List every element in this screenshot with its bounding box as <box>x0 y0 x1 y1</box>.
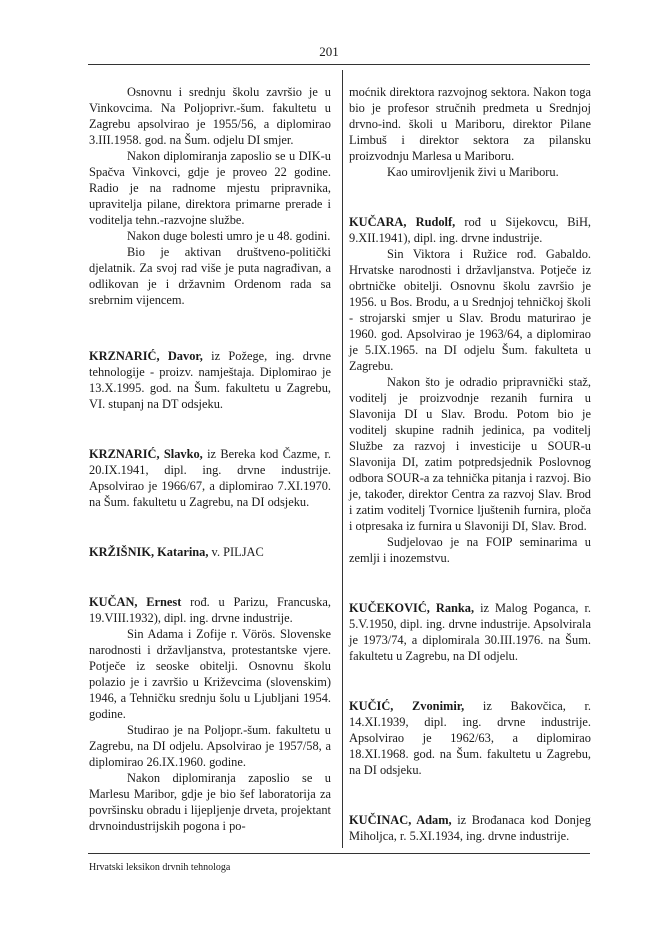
entry-spacer <box>89 308 331 348</box>
entry-name: KRZNARIĆ, Davor, <box>89 349 203 363</box>
entry-spacer <box>349 566 591 600</box>
paragraph: Bio je aktivan društveno-politički djelatnik. Za svoj rad više je puta nagrađivan, a odlikovan je i državnim Ordenom rada sa srebrnim vijencem. <box>89 245 331 307</box>
lexicon-entry-heading <box>89 446 331 510</box>
entry-spacer <box>349 664 591 698</box>
column-divider <box>342 70 343 848</box>
entry-spacer <box>349 778 591 812</box>
entry-text: iz Brođanaca kod Donjeg Miholjca, r. 5.XI.1934, ing. drvne industrije. <box>349 813 591 843</box>
paragraph: Nakon diplomiranja zaposlio se u DIK-u Spačva Vinkovci, gdje je proveo 22 godine. Radio je na radnome mjestu pripravnika, upravitelja pilane, direktora primarne prerade i voditelja tehn.-razvojne službe. <box>89 149 331 227</box>
footer-rule <box>88 853 590 854</box>
entry-name: KRZNARIĆ, Slavko, <box>89 447 203 461</box>
paragraph: Sin Viktora i Ružice rođ. Gabaldo. Hrvatske narodnosti i državljanstva. Potječe iz obrtničke obitelji. Osnovnu školu završio je 1956. u Bos. Brodu, a u Srednjoj tehničkoj školi - strojarski smjer u Slav. Brodu maturirao je 1960. god. Apsolvirao je 1963/64, a diplomirao je 5.IX.1965. na DI odjelu Šum. fakulteta u Zagrebu. <box>349 247 591 373</box>
lexicon-entry-heading <box>349 84 591 164</box>
paragraph: Nakon što je odradio pripravnički staž, voditelj je proizvodnje rezanih furnira u Slavonija DI u Slav. Brodu. Potom bio je voditelj skupine radnih jedinica, pa voditelj Službe za razvoj i investicije u SOUR-u Slavonija DI, zatim potpredsjednik Poslovnog odbora SOUR-a za tehnička pitanja i razvoj. Bio je, također, direktor Centra za razvoj Slav. Brod i zatim voditelj Tvornice ljuštenih furnira, ploča i otpresaka iz furnira u Slavoniji DI, Slav. Brod. <box>349 375 591 533</box>
entry-spacer <box>89 510 331 544</box>
paragraph: Sudjelovao je na FOIP seminarima u zemlji i inozemstvu. <box>349 535 591 565</box>
paragraph: Sin Adama i Zofije r. Vörös. Slovenske narodnosti i državljanstva, protestantske vjere. Potječe iz seoske obitelji. Osnovnu školu polazio je i završio u Križevcima (slovenskim) 1946, a Tehničku srednju šolu u Ljubljani 1954. godine. <box>89 627 331 721</box>
footer-title: Hrvatski leksikon drvnih tehnologa <box>89 862 231 873</box>
right-column <box>349 84 591 844</box>
entry-name: KUČIĆ, Zvonimir, <box>349 699 465 713</box>
paragraph: Nakon diplomiranja zaposlio se u Marlesu Maribor, gdje je bio šef laboratorija za površinsku obradu i lijepljenje drveta, projektant drvnoindustrijskih pogona i po- <box>89 771 331 833</box>
lexicon-entry-heading <box>89 348 331 412</box>
entry-text: moćnik direktora razvojnog sektora. Nakon toga bio je profesor stručnih predmeta u Srednjoj drvno-ind. školi u Mariboru, direktor Pilane Limbuš i direktor sektora za pilansku proizvodnju Marlesa u Mariboru. <box>349 85 591 163</box>
entry-name: KUČINAC, Adam, <box>349 813 452 827</box>
entry-name: KUČAN, Ernest <box>89 595 182 609</box>
header-rule <box>88 64 590 65</box>
lexicon-entry-heading <box>89 594 331 626</box>
paragraph: Osnovnu i srednju školu završio je u Vinkovcima. Na Poljoprivr.-šum. fakultetu u Zagrebu apsolvirao je 1955/56, a diplomirao 3.III.1958. god. na Šum. odjelu DI smjer. <box>89 85 331 147</box>
paragraph: Studirao je na Poljopr.-šum. fakultetu u Zagrebu, na DI odjelu. Apsolvirao je 1957/58, a diplomirao 26.IX.1960. godine. <box>89 723 331 769</box>
entry-spacer <box>349 180 591 214</box>
lexicon-entry-heading <box>349 698 591 778</box>
entry-text: rođ u Sijekovcu, BiH, 9.XII.1941), dipl. ing. drvne industrije. <box>349 215 591 245</box>
entry-text: iz Malog Poganca, r. 5.V.1950, dipl. ing. drvne industrije. Apsolvirala je 1973/74, a diplomirala 30.III.1976. na Šum. fakultetu u Zagrebu, na DI odjelu. <box>349 601 591 663</box>
entry-text: iz Bereka kod Čazme, r. 20.IX.1941, dipl. ing. drvne industrije. Apsolvirao je 1966/67, a diplomirao 7.XI.1970. na Šum. fakultetu u Zagrebu, na DI odsjeku. <box>89 447 332 509</box>
lexicon-entry-heading <box>89 544 331 560</box>
entry-spacer <box>89 560 331 594</box>
lexicon-entry-heading <box>349 214 591 246</box>
entry-text: iz Bakovčica, r. 14.XI.1939, dipl. ing. drvne industrije. Apsolvirao je 1962/63, a diplomirao 18.XI.1968. god. na Šum. fakultetu u Zagrebu, na DI odsjeku. <box>349 699 591 777</box>
entry-spacer <box>89 412 331 446</box>
page-number: 201 <box>319 44 339 59</box>
left-column <box>89 84 331 834</box>
entry-name: KUČARA, Rudolf, <box>349 215 456 229</box>
lexicon-entry-heading <box>349 600 591 664</box>
paragraph: Kao umirovljenik živi u Mariboru. <box>387 165 559 179</box>
entry-name: KUČEKOVIĆ, Ranka, <box>349 601 475 615</box>
paragraph: Nakon duge bolesti umro je u 48. godini. <box>127 229 331 243</box>
entry-text: v. PILJAC <box>208 545 264 559</box>
entry-text: iz Požege, ing. drvne tehnologije - proizv. namještaja. Diplomirao je 13.X.1995. god. na Šum. fakultetu u Zagrebu, VI. stupanj na DT odsjeku. <box>89 349 332 411</box>
entry-name: KRŽIŠNIK, Katarina, <box>89 545 209 559</box>
entry-text: rođ. u Parizu, Francuska, 19.VIII.1932), dipl. ing. drvne industrije. <box>89 595 331 625</box>
lexicon-entry-heading <box>349 812 591 844</box>
